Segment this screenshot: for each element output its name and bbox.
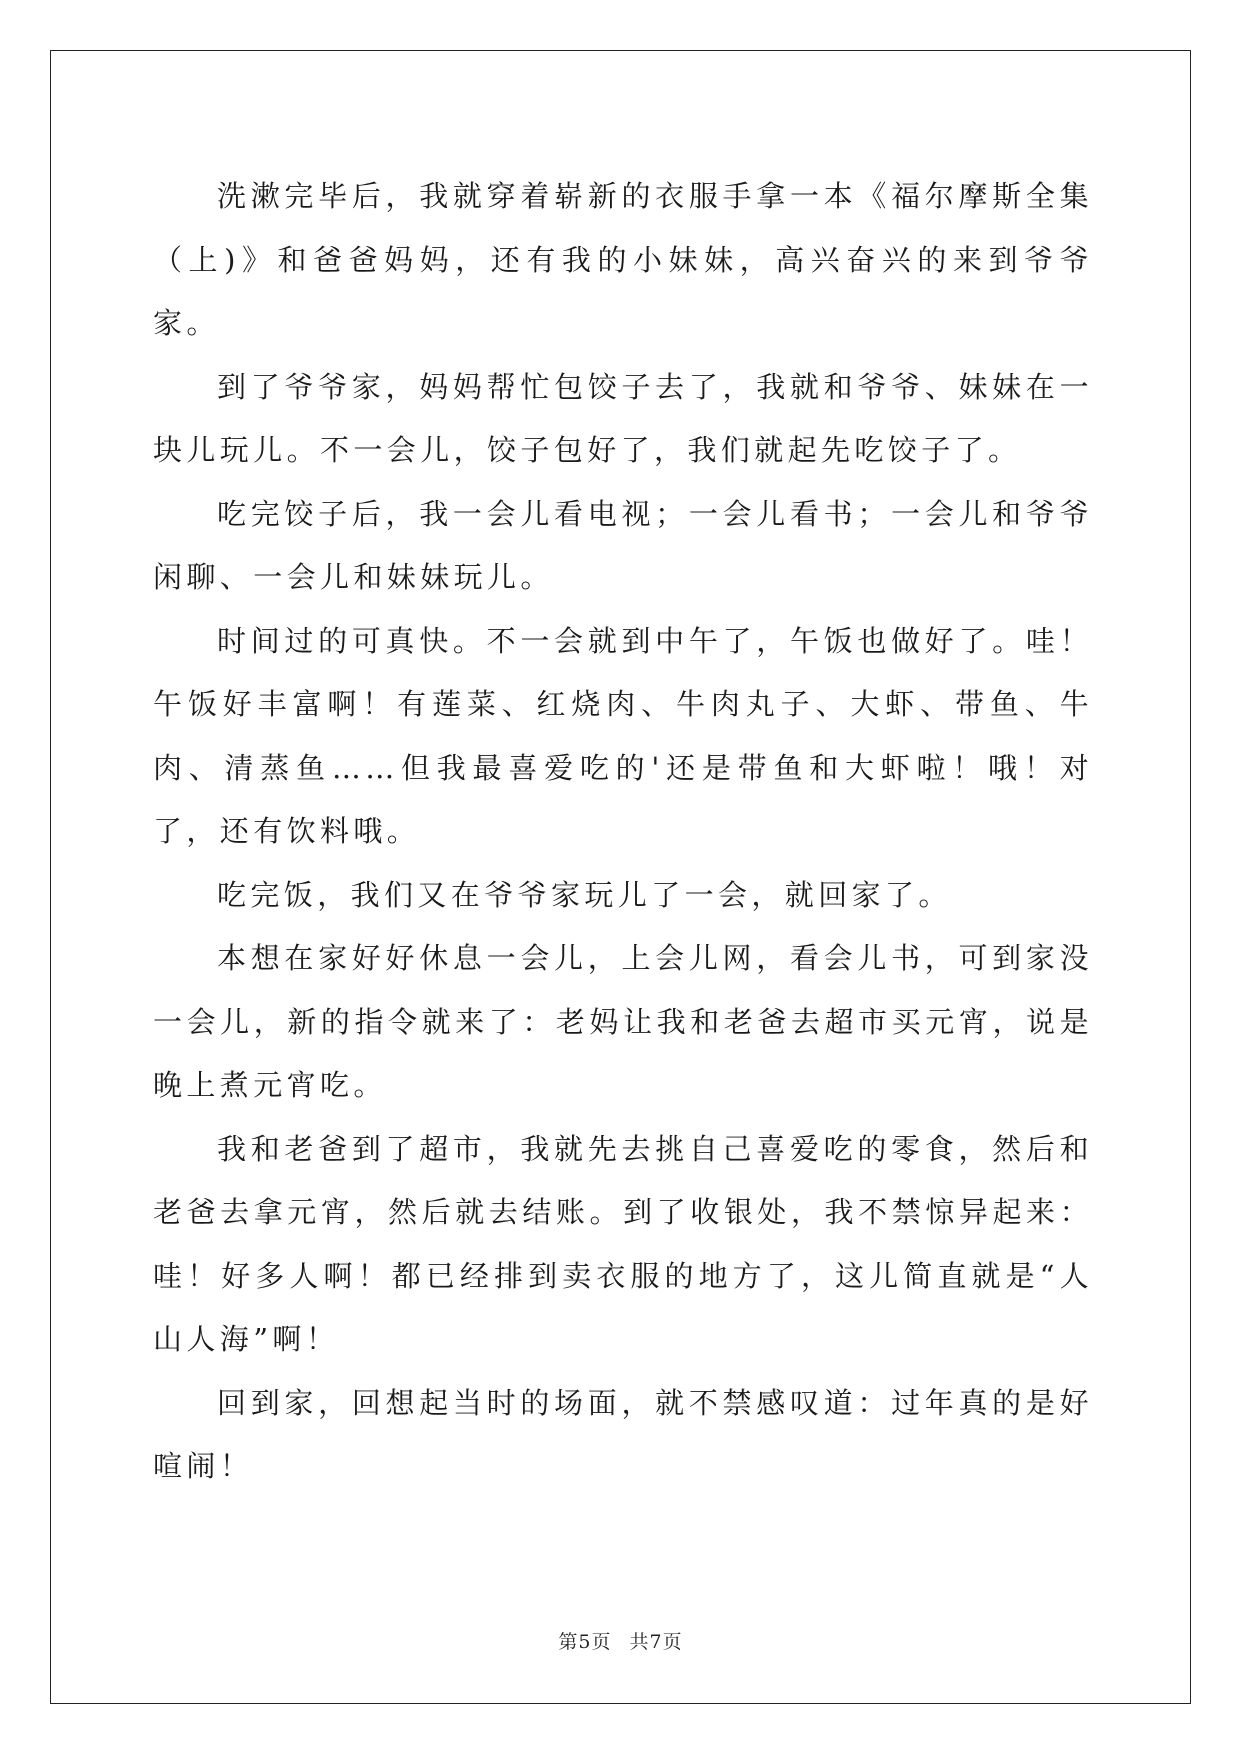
paragraph: 吃完饺子后，我一会儿看电视；一会儿看书；一会儿和爷爷闲聊、一会儿和妹妹玩儿。: [153, 496, 1093, 594]
paragraph: 我和老爸到了超市，我就先去挑自己喜爱吃的零食，然后和老爸去拿元宵，然后就去结账。到了收银处，我不禁惊异起来：哇！好多人啊！都已经排到卖衣服的地方了，这儿简直就是“人山人海”啊！: [153, 1131, 1093, 1356]
page-total: 共7页: [629, 1631, 683, 1653]
page-number: 第5页: [558, 1631, 612, 1653]
paragraph: 洗漱完毕后，我就穿着崭新的衣服手拿一本《福尔摩斯全集（上)》和爸爸妈妈，还有我的小妹妹，高兴奋兴的来到爷爷家。: [153, 179, 1093, 340]
page-footer: [0, 1627, 1241, 1654]
paragraph: 本想在家好好休息一会儿，上会儿网，看会儿书，可到家没一会儿，新的指令就来了：老妈让我和老爸去超市买元宵，说是晚上煮元宵吃。: [153, 941, 1093, 1102]
paragraph: 吃完饭，我们又在爷爷家玩儿了一会，就回家了。: [217, 877, 952, 912]
paragraph: 到了爷爷家，妈妈帮忙包饺子去了，我就和爷爷、妹妹在一块儿玩儿。不一会儿，饺子包好了，我们就起先吃饺子了。: [153, 369, 1093, 467]
paragraph: 回到家，回想起当时的场面，就不禁感叹道：过年真的是好喧闹！: [153, 1385, 1093, 1483]
document-body: [153, 165, 1093, 1499]
paragraph: 时间过的可真快。不一会就到中午了，午饭也做好了。哇！午饭好丰富啊！有莲菜、红烧肉、牛肉丸子、大虾、带鱼、牛肉、清蒸鱼……但我最喜爱吃的'还是带鱼和大虾啦！哦！对了，还有饮料哦。: [153, 623, 1093, 848]
